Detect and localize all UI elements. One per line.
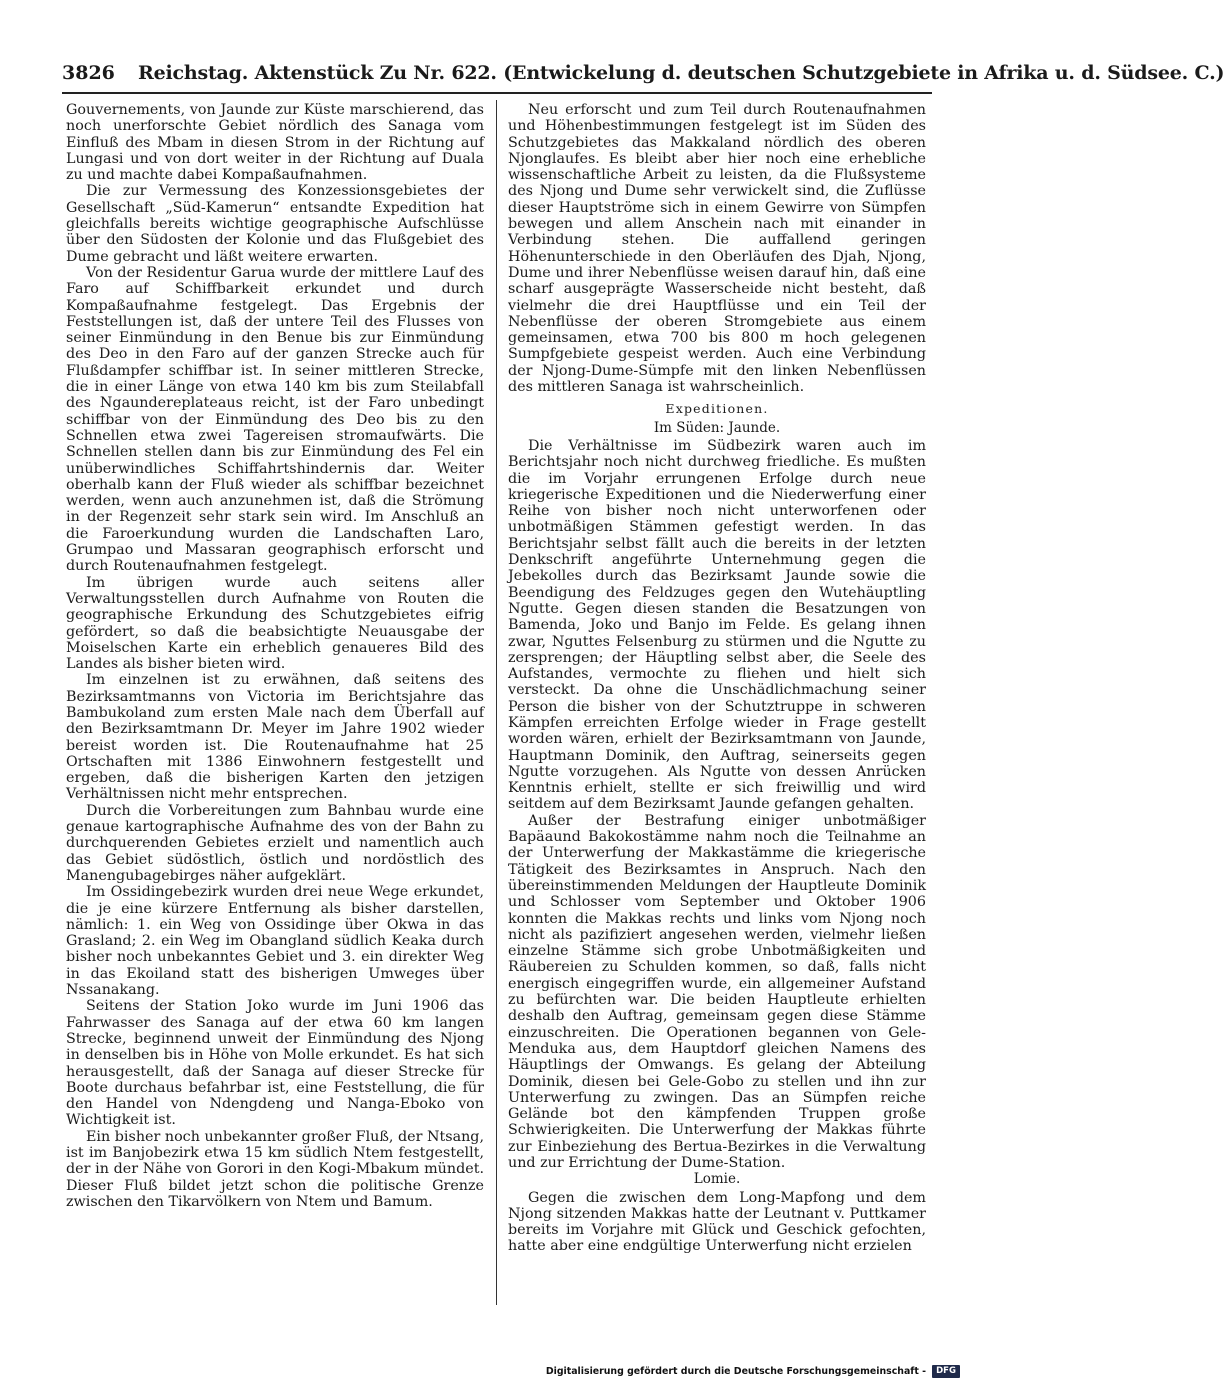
- paragraph: Außer der Bestrafung einiger unbotmäßiger Bapäaund Bakokostämme nahm noch die Teilnahme an der Unterwerfung der Makkastämme die kriegerische Tätigkeit des Bezirksamtes in Anspruch. Nach den übereinstimmenden Meldungen der Hauptleute Dominik und Schlosser vom September und Oktober 1906 konnten die Makkas rechts und links vom Njong noch nicht als pazifiziert angesehen werden, vielmehr ließen einzelne Stämme sich grobe Unbotmäßigkeiten und Räubereien zu Schulden kommen, so daß, falls nicht energisch eingegriffen wurde, ein allgemeiner Aufstand zu befürchten war. Die beiden Hauptleute erhielten deshalb den Auftrag, gemeinsam gegen diese Stämme einzuschreiten. Die Operationen begannen von Gele-Menduka aus, dem Hauptdorf gleichen Namens des Häuptlings der Omwangs. Es gelang der Abteilung Dominik, diesen bei Gele-Gobo zu stellen und ihn zur Unterwerfung zu zwingen. Das an Sümpfen reiche Gelände bot den kämpfenden Truppen große Schwierigkeiten. Die Unterwerfung der Makkas führte zur Einbeziehung des Bertua-Bezirkes in die Verwaltung und zur Errichtung der Dume-Station.: [508, 812, 926, 1171]
- right-column: [508, 102, 926, 1307]
- column-separator: [496, 100, 497, 1305]
- subsection-heading: Lomie.: [693, 1171, 741, 1188]
- paragraph: Neu erforscht und zum Teil durch Routenaufnahmen und Höhenbestimmungen festgelegt ist im Süden des Schutzgebietes das Makkaland nördlich des oberen Njonglaufes. Es bleibt aber hier noch eine erhebliche wissenschaftliche Arbeit zu leisten, da die Flußsysteme des Njong und Dume sehr verwickelt sind, die Zuflüsse dieser Hauptströme sich in einem Gewirre von Sümpfen bewegen und allem Anschein nach mit einander in Verbindung stehen. Die auffallend geringen Höhenunterschiede in den Oberläufen des Djah, Njong, Dume und ihrer Nebenflüsse weisen darauf hin, daß eine scharf ausgeprägte Wasserscheide nicht besteht, daß vielmehr die drei Hauptflüsse und ein Teil der Nebenflüsse der oberen Stromgebiete aus einem gemeinsamen, etwa 700 bis 800 m hoch gelegenen Sumpfgebiete gespeist werden. Auch eine Verbindung der Njong-Dume-Sümpfe mit den linken Nebenflüssen des mittleren Sanaga ist wahrscheinlich.: [508, 102, 926, 396]
- paragraph: Ein bisher noch unbekannter großer Fluß, der Ntsang, ist im Banjobezirk etwa 15 km südlich Ntem festgestellt, der in der Nähe von Gorori in den Kogi-Mbakum mündet. Dieser Fluß bildet jetzt schon die politische Grenze zwischen den Tikarvölkern von Ntem und Bamum.: [66, 1128, 484, 1210]
- paragraph: Im einzelnen ist zu erwähnen, daß seitens des Bezirksamtmanns von Victoria im Berichtsjahre das Bambukoland zum ersten Male nach dem Überfall auf den Bezirksamtmann Dr. Meyer im Jahre 1902 wieder bereist worden ist. Die Routenaufnahme hat 25 Ortschaften mit 1386 Einwohnern festgestellt und ergeben, daß die bisherigen Karten den jetzigen Verhältnissen nicht mehr entsprechen.: [66, 672, 484, 803]
- paragraph: Im übrigen wurde auch seitens aller Verwaltungsstellen durch Aufnahme von Routen die geographische Erkundung des Schutzgebietes eifrig gefördert, so daß die beabsichtigte Neuausgabe der Moiselschen Karte ein erheblich genaueres Bild des Landes als bisher bieten wird.: [66, 574, 484, 673]
- subsection-heading: Im Süden: Jaunde.: [653, 419, 781, 436]
- paragraph: Gegen die zwischen dem Long-Mapfong und dem Njong sitzenden Makkas hatte der Leutnant v. Puttkamer bereits im Vorjahre mit Glück und Geschick gefochten, hatte aber eine endgültige Unterwerfung nicht erzielen: [508, 1189, 926, 1255]
- digitization-footer: [545, 1366, 960, 1380]
- left-column: [66, 102, 484, 1307]
- paragraph: Im Ossidingebezirk wurden drei neue Wege erkundet, die je eine kürzere Entfernung als bisher darstellen, nämlich: 1. ein Weg von Ossidinge über Okwa in das Grasland; 2. ein Weg im Obangland südlich Keaka durch bisher noch unbekanntes Gebiet und 3. ein direkter Weg in das Ekoiland statt des bisherigen Umweges über Nssanakang.: [66, 884, 484, 999]
- paragraph: Die Verhältnisse im Südbezirk waren auch im Berichtsjahr noch nicht durchweg friedliche. Es mußten die im Vorjahr errungenen Erfolge durch neue kriegerische Expeditionen und die Niederwerfung einer Reihe von bisher noch nicht unterworfenen oder unbotmäßigen Stämmen gefestigt werden. In das Berichtsjahr selbst fällt auch die bereits in der letzten Denkschrift angeführte Unternehmung gegen die Jebekolles durch das Bezirksamt Jaunde sowie die Beendigung des Feldzuges gegen den Wutehäuptling Ngutte. Gegen diesen standen die Besatzungen von Bamenda, Joko und Banjo im Felde. Es gelang ihnen zwar, Nguttes Felsenburg zu stürmen und die Ngutte zu zersprengen; der Häuptling selbst aber, die Seele des Aufstandes, vermochte zu fliehen und hielt sich versteckt. Da ohne die Unschädlichmachung seiner Person die bisher von der Schutztruppe in schweren Kämpfen erreichten Erfolge wieder in Frage gestellt worden wären, erhielt der Bezirksamtmann von Jaunde, Hauptmann Dominik, den Auftrag, seinerseits gegen Ngutte vorzugehen. Als Ngutte von dessen Anrücken Kenntnis erhielt, stellte er sich freiwillig und wird seitdem auf dem Bezirksamt Jaunde gefangen gehalten.: [508, 437, 926, 813]
- page-header: [62, 60, 1224, 92]
- paragraph: Gouvernements, von Jaunde zur Küste marschierend, das noch unerforschte Gebiet nördlich des Sanaga vom Einfluß des Mbam in diesen Strom in der Richtung auf Lungasi und von dort weiter in der Richtung auf Duala zu und machte dabei Kompaßaufnahmen.: [66, 102, 484, 184]
- footer-text: Digitalisierung gefördert durch die Deutsche Forschungsgemeinschaft -: [545, 1366, 926, 1377]
- header-rule: [62, 92, 932, 94]
- paragraph: Seitens der Station Joko wurde im Juni 1906 das Fahrwasser des Sanaga auf der etwa 60 km langen Strecke, beginnend unweit der Einmündung des Njong in denselben bis in Höhe von Molle erkundet. Es hat sich herausgestellt, daß der Sanaga auf dieser Strecke für Boote durchaus befahrbar ist, eine Feststellung, die für den Handel von Ndengdeng und Nanga-Eboko von Wichtigkeit ist.: [66, 998, 484, 1129]
- section-heading: Expeditionen.: [665, 401, 769, 417]
- paragraph: Von der Residentur Garua wurde der mittlere Lauf des Faro auf Schiffbarkeit erkundet und durch Kompaßaufnahme festgelegt. Das Ergebnis der Feststellungen ist, daß der untere Teil des Flusses von seiner Einmündung in den Benue bis zur Einmündung des Deo in den Faro auf der ganzen Strecke auch für Flußdampfer schiffbar ist. In seiner mittleren Strecke, die in einer Länge von etwa 140 km bis zum Steilabfall des Ngaundereplateaus reicht, ist der Faro unbedingt schiffbar von der Einmündung des Deo bis zu den Schnellen etwa zwei Tagereisen stromaufwärts. Die Schnellen stellen dann bis zur Einmündung des Fel ein unüberwindliches Schiffahrtshindernis dar. Weiter oberhalb kann der Fluß wieder als schiffbar bezeichnet werden, wenn auch anzunehmen ist, daß die Strömung in der Regenzeit sehr stark sein wird. Im Anschluß an die Faroerkundung wurden die Landschaften Laro, Grumpao und Massaran geographisch erforscht und durch Routenaufnahmen festgelegt.: [66, 264, 484, 575]
- paragraph: Durch die Vorbereitungen zum Bahnbau wurde eine genaue kartographische Aufnahme des von der Bahn zu durchquerenden Gebietes erzielt und namentlich auch das Gebiet südöstlich, östlich und nordöstlich des Manengubagebirges näher aufgeklärt.: [66, 802, 484, 884]
- page-number: 3826: [62, 62, 115, 84]
- dfg-logo: DFG: [932, 1365, 960, 1378]
- running-title: Reichstag. Aktenstück Zu Nr. 622. (Entwickelung d. deutschen Schutzgebiete in Afrika u. d. Südsee. C.): [138, 62, 1224, 84]
- paragraph: Die zur Vermessung des Konzessionsgebietes der Gesellschaft „Süd-Kamerun“ entsandte Expedition hat gleichfalls bereits wichtige geographische Aufschlüsse über den Südosten der Kolonie und das Flußgebiet des Dume gebracht und läßt weitere erwarten.: [66, 183, 484, 265]
